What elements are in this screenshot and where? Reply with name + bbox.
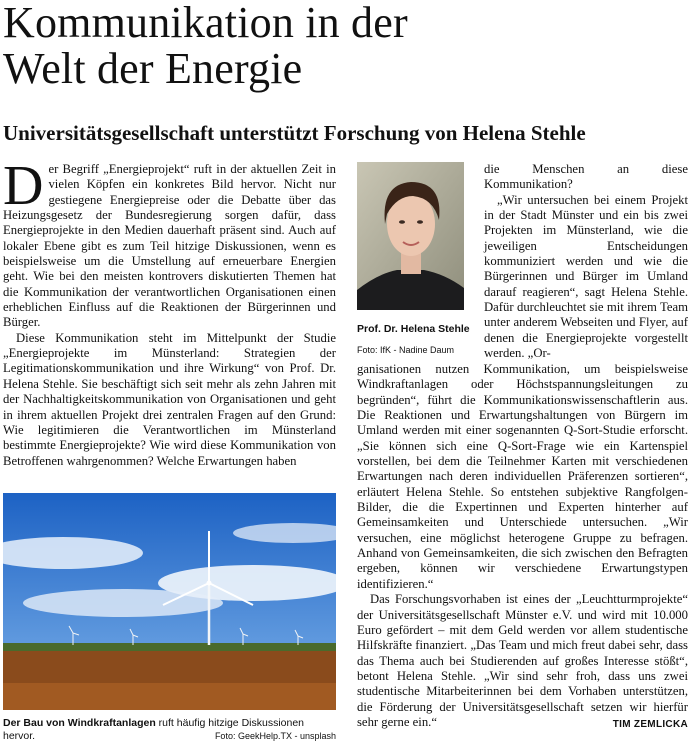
portrait-photo bbox=[357, 162, 464, 310]
author-byline: TIM ZEMLICKA bbox=[612, 719, 688, 730]
paragraph: Diese Kommunikation steht im Mittelpunkt der Studie „Energieprojekte im Münsterland: Strategien der Legitimationskommunikation und ihre Wirkung“ von Prof. Dr. Helena Stehle. Sie beschäftigt sich seit mehr als zehn Jahren mit der Nachhaltigkeitskommunikation von Organisationen und geht in ihrem aktuellen Projekt drei zentralen Fragen auf den Grund: Wie legitimieren die Verantwortlichen im Münsterland bestimmte Energieprojekte? Wie wird diese Kommunikation von Betroffenen wahrgenommen? Welche Erwartungen haben bbox=[3, 330, 336, 468]
wind-caption-bold: Der Bau von Windkraftanlagen bbox=[3, 717, 156, 729]
wind-caption-rest: ruft häufig hitzige Diskussionen hervor. bbox=[3, 717, 305, 742]
article-subtitle: Universitätsgesellschaft unterstützt Forschung von Helena Stehle bbox=[3, 121, 586, 145]
wind-photo-credit: Foto: GeekHelp.TX - unsplash bbox=[214, 731, 336, 741]
paragraph: „Wir untersuchen bei einem Projekt in der Stadt Münster und ein bis zwei Projekten im Münsterland, wie die jeweiligen Entscheidungen kommuniziert werden und wie die Bürgerinnen und Bürger im Umland darauf reagieren“, sagt Helena Stehle. Dafür durchleuchtet sie mit ihrem Team unter anderem Webseiten und Flyer, auf denen die Energieprojekte vorgestellt werden. „Or- bbox=[484, 192, 688, 361]
portrait-caption-name: Prof. Dr. Helena Stehle bbox=[357, 323, 470, 335]
article-title bbox=[3, 0, 693, 92]
column-3 bbox=[484, 162, 688, 361]
paragraph-intro bbox=[3, 155, 336, 331]
dropcap: D bbox=[3, 155, 44, 217]
wind-turbine-photo bbox=[3, 493, 336, 710]
title-line-1: Kommunikation in der bbox=[3, 0, 408, 47]
column-wide bbox=[357, 362, 688, 730]
portrait-credit: Foto: IfK - Nadine Daum bbox=[357, 345, 455, 355]
column-1 bbox=[3, 155, 336, 469]
portrait-caption bbox=[357, 323, 477, 357]
title-line-2: Welt der Energie bbox=[3, 44, 303, 93]
paragraph: die Menschen an diese Kommunikation? bbox=[484, 162, 688, 192]
paragraph: ganisationen nutzen Kommunikation, um beispielsweise Windkraftanlagen oder Höchstspannungsleitungen zu begründen“, führt die Kommunikationswissenschaftlerin aus. Die Reaktionen und Erwartungshaltungen von Bürgern im Umland werden mit einer sogenannten Q-Sort-Studie erforscht. „Sie können sich eine Q-Sort-Frage wie ein Kartenspiel vorstellen, bei dem die Teilnehmer Karten mit verschiedenen Erwartungen nach deren individuellen Präferenzen sortieren“, erläutert Helena Stehle. So entstehen subjektive Rangfolgen-Bilder, die die Expertinnen und Experten hinterher auf Gemeinsamkeiten und Unterschiede untersuchen. „Wir versuchen, eine möglichst heterogene Gruppe zu befragen. Anhand von Gemeinsamkeiten, die sich zwischen den Befragten ergeben, können wir verschiedene Erwartungstypen identifizieren.“ bbox=[357, 362, 688, 591]
paragraph: Das Forschungsvorhaben ist eines der „Leuchtturmprojekte“ der Universitätsgesellschaft Münster e.V. und wird mit 10.000 Euro gefördert – mit dem Geld werden vor allem studentische Hilfskräfte finanziert. „Das Team und mich freut dabei sehr, dass das Thema auch bei Studierenden auf großes Interesse stößt“, betont Helena Stehle. „Wir sind sehr froh, dass uns zwei studentische Mitarbeiterinnen bei dem Vorhaben unterstützen, die Förderung der Universitätsgesellschaft setzen wir hierfür sehr gerne ein.“ bbox=[357, 592, 688, 729]
intro-text: er Begriff „Energieprojekt“ ruft in der aktuellen Zeit in vielen Köpfen ein konkretes Bild hervor. Nicht nur gestiegene Energiepreise oder die Debatte über das Heizungsgesetz der Bundesregierung sorgen dafür, dass Energieprojekte in den Medien dauerhaft präsent sind. Auch auf lokaler Ebene gibt es zum Teil hitzige Diskussionen, wenn es beispielsweise um die Umstellung auf erneuerbare Energien geht. Wie bei den meisten kontrovers diskutierten Themen hat die Kommunikation der verantwortlichen Organisationen einen erheblichen Einfluss auf die Reaktionen der Bürgerinnen und Bürger. bbox=[3, 162, 336, 330]
